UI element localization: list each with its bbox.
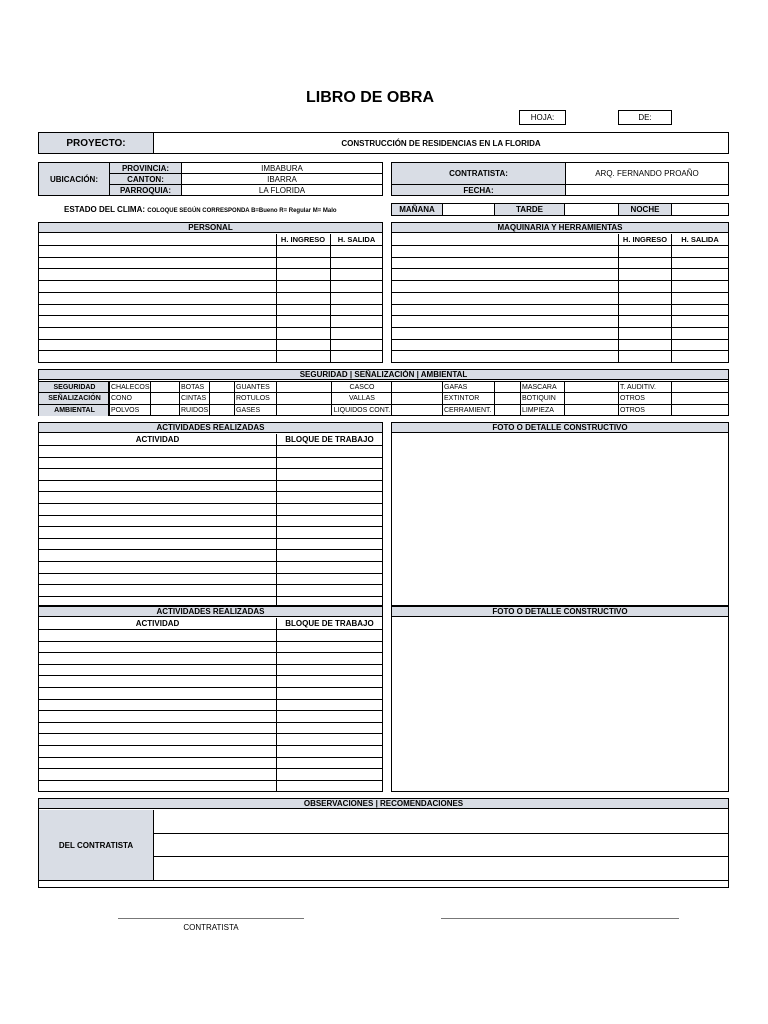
seguridad-item-check[interactable] — [150, 382, 179, 392]
actividad-2-row[interactable] — [39, 665, 382, 676]
actividades-1-col-actividad: ACTIVIDAD — [135, 434, 180, 444]
seguridad-col-divider — [234, 381, 235, 415]
observacion-line-1[interactable] — [154, 810, 728, 833]
seguridad-item-check[interactable] — [564, 405, 618, 416]
actividad-1-row[interactable] — [39, 550, 382, 561]
maquinaria-row[interactable] — [392, 246, 728, 257]
seguridad-item-check[interactable] — [494, 393, 520, 404]
contratista-signature-line[interactable] — [118, 918, 304, 919]
observaciones-title: OBSERVACIONES | RECOMENDACIONES — [39, 799, 728, 809]
actividad-1-row[interactable] — [39, 504, 382, 515]
seguridad-item-label: GUANTES — [236, 383, 270, 391]
maquinaria-h-ingreso: H. INGRESO — [622, 235, 668, 244]
seguridad-item-check[interactable] — [391, 382, 442, 392]
contratista-value[interactable]: ARQ. FERNANDO PROAÑO — [565, 162, 729, 185]
fecha-value[interactable] — [565, 184, 729, 196]
actividad-1-row[interactable] — [39, 469, 382, 480]
actividad-2-row[interactable] — [39, 734, 382, 745]
personal-h-ingreso: H. INGRESO — [280, 235, 326, 244]
seguridad-item-check[interactable] — [209, 405, 234, 416]
seguridad-item-label: VALLAS — [349, 395, 375, 402]
actividad-1-row[interactable] — [39, 492, 382, 503]
personal-row[interactable] — [39, 328, 382, 339]
second-signature-line[interactable] — [441, 918, 679, 919]
seguridad-item-label: ROTULOS — [236, 395, 270, 402]
seguridad-item-label: GASES — [236, 407, 261, 414]
seguridad-col-divider — [618, 381, 619, 415]
actividades-2-col-actividad: ACTIVIDAD — [135, 618, 180, 628]
seguridad-item-check[interactable] — [671, 393, 729, 404]
personal-row[interactable] — [39, 269, 382, 280]
foto-1-title: FOTO O DETALLE CONSTRUCTIVO — [392, 423, 728, 433]
seguridad-item-check[interactable] — [391, 405, 442, 416]
actividad-2-row[interactable] — [39, 642, 382, 653]
seguridad-item-label: BOTIQUIN — [522, 395, 556, 402]
seguridad-item-check[interactable] — [150, 393, 179, 404]
personal-h-salida: H. SALIDA — [337, 235, 376, 244]
personal-row[interactable] — [39, 305, 382, 316]
seguridad-item-label: POLVOS — [111, 407, 140, 414]
seguridad-item-label: GAFAS — [444, 383, 468, 391]
seguridad-item-label: OTROS — [620, 407, 645, 414]
canton-value[interactable]: IBARRA — [181, 173, 383, 185]
seguridad-item-check[interactable] — [671, 405, 729, 416]
proyecto-value[interactable]: CONSTRUCCIÓN DE RESIDENCIAS EN LA FLORIDA — [153, 132, 729, 154]
provincia-label: PROVINCIA: — [109, 162, 182, 174]
seguridad-item-check[interactable] — [564, 382, 618, 392]
personal-row[interactable] — [39, 281, 382, 292]
seguridad-col-divider — [109, 381, 110, 415]
seguridad-col-divider — [564, 381, 565, 415]
manana-field[interactable] — [442, 203, 495, 216]
actividad-2-row[interactable] — [39, 769, 382, 780]
actividades-1-title: ACTIVIDADES REALIZADAS — [39, 423, 382, 433]
de-label: DE: — [638, 113, 652, 122]
de-field[interactable] — [618, 110, 672, 125]
personal-row[interactable] — [39, 340, 382, 351]
seguridad-row-label: AMBIENTAL — [39, 405, 109, 416]
personal-row[interactable] — [39, 258, 382, 269]
foto-1-box[interactable] — [391, 422, 729, 606]
seguridad-item-label: LIMPIEZA — [522, 407, 554, 414]
clima-instruction: COLOQUE SEGÚN CORRESPONDA B=Bueno R= Regular M= Malo — [147, 208, 337, 214]
actividades-2-col-bloque: BLOQUE DE TRABAJO — [285, 618, 374, 628]
canton-label: CANTON: — [109, 173, 182, 185]
actividad-2-row[interactable] — [39, 688, 382, 699]
seguridad-item-label: T. AUDITIV. — [620, 383, 656, 391]
tarde-label: TARDE — [494, 203, 565, 216]
actividad-2-row[interactable] — [39, 630, 382, 641]
seguridad-col-divider — [520, 381, 521, 415]
hoja-field[interactable] — [519, 110, 566, 125]
actividad-2-row[interactable] — [39, 723, 382, 734]
personal-row[interactable] — [39, 351, 382, 362]
noche-label: NOCHE — [618, 203, 672, 216]
parroquia-label: PARROQUIA: — [109, 184, 182, 196]
actividad-2-row[interactable] — [39, 653, 382, 664]
maquinaria-row[interactable] — [392, 258, 728, 269]
maquinaria-title: MAQUINARIA Y HERRAMIENTAS — [392, 223, 728, 233]
personal-title: PERSONAL — [39, 223, 382, 233]
personal-row[interactable] — [39, 246, 382, 257]
seguridad-item-label: RUIDOS — [181, 407, 209, 414]
actividad-1-row[interactable] — [39, 516, 382, 527]
seguridad-col-divider — [209, 381, 210, 415]
seguridad-item-check[interactable] — [391, 393, 442, 404]
contratista-signature-label: CONTRATISTA — [183, 922, 239, 932]
maquinaria-row[interactable] — [392, 281, 728, 292]
observacion-divider-3 — [39, 880, 728, 881]
maquinaria-row[interactable] — [392, 351, 728, 362]
seguridad-item-label: LIQUIDOS CONT. — [333, 407, 391, 414]
seguridad-item-check[interactable] — [564, 393, 618, 404]
seguridad-item-label: CINTAS — [181, 395, 207, 402]
ubicacion-label: UBICACIÓN: — [38, 162, 110, 196]
maquinaria-row[interactable] — [392, 340, 728, 351]
actividad-1-row[interactable] — [39, 562, 382, 573]
contratista-label: CONTRATISTA: — [391, 162, 566, 185]
seguridad-col-divider — [494, 381, 495, 415]
seguridad-item-label: CASCO — [349, 383, 375, 391]
seguridad-col-divider — [671, 381, 672, 415]
personal-row[interactable] — [39, 293, 382, 304]
actividad-1-row[interactable] — [39, 574, 382, 585]
actividad-1-row[interactable] — [39, 446, 382, 457]
personal-row[interactable] — [39, 316, 382, 327]
seguridad-col-divider — [331, 381, 332, 415]
hoja-label: HOJA: — [530, 113, 555, 122]
seguridad-item-check[interactable] — [494, 382, 520, 392]
seguridad-col-divider — [150, 381, 151, 415]
actividad-2-row[interactable] — [39, 758, 382, 769]
seguridad-title: SEGURIDAD | SEÑALIZACIÓN | AMBIENTAL — [39, 370, 728, 380]
foto-2-title: FOTO O DETALLE CONSTRUCTIVO — [392, 607, 728, 617]
noche-field[interactable] — [671, 203, 729, 216]
seguridad-item-check[interactable] — [150, 405, 179, 416]
clima-row — [64, 205, 394, 215]
seguridad-item-check[interactable] — [494, 405, 520, 416]
fecha-label: FECHA: — [391, 184, 566, 196]
seguridad-item-label: EXTINTOR — [444, 395, 480, 402]
seguridad-item-check[interactable] — [276, 393, 331, 404]
page-title: LIBRO DE OBRA — [306, 89, 434, 106]
seguridad-item-check[interactable] — [209, 393, 234, 404]
seguridad-item-label: CHALECOS — [111, 383, 150, 391]
actividad-2-row[interactable] — [39, 746, 382, 757]
seguridad-item-check[interactable] — [276, 405, 331, 416]
maquinaria-row[interactable] — [392, 305, 728, 316]
seguridad-row-label: SEÑALIZACIÓN — [39, 393, 109, 404]
seguridad-col-divider — [276, 381, 277, 415]
foto-2-box[interactable] — [391, 606, 729, 792]
seguridad-item-check[interactable] — [209, 382, 234, 392]
seguridad-col-divider — [442, 381, 443, 415]
maquinaria-row[interactable] — [392, 316, 728, 327]
actividad-2-row[interactable] — [39, 700, 382, 711]
seguridad-item-check[interactable] — [671, 382, 729, 392]
maquinaria-row[interactable] — [392, 269, 728, 280]
actividad-1-row[interactable] — [39, 527, 382, 538]
seguridad-item-label: OTROS — [620, 395, 645, 402]
observacion-line-3[interactable] — [154, 857, 728, 880]
actividad-1-row[interactable] — [39, 539, 382, 550]
provincia-value[interactable]: IMBABURA — [181, 162, 383, 174]
actividad-1-row[interactable] — [39, 481, 382, 492]
tarde-field[interactable] — [564, 203, 619, 216]
actividad-1-row[interactable] — [39, 585, 382, 596]
actividad-2-row[interactable] — [39, 781, 382, 792]
parroquia-value[interactable]: LA FLORIDA — [181, 184, 383, 196]
seguridad-item-check[interactable] — [276, 382, 331, 392]
observacion-line-2[interactable] — [154, 834, 728, 856]
actividad-1-row[interactable] — [39, 458, 382, 469]
seguridad-col-divider — [391, 381, 392, 415]
seguridad-col-divider — [179, 381, 180, 415]
seguridad-row-label: SEGURIDAD — [39, 382, 109, 392]
manana-label: MAÑANA — [391, 203, 443, 216]
seguridad-item-label: BOTAS — [181, 383, 205, 391]
maquinaria-row[interactable] — [392, 293, 728, 304]
actividad-2-row[interactable] — [39, 676, 382, 687]
clima-label: ESTADO DEL CLIMA: — [64, 205, 146, 214]
actividades-1-col-bloque: BLOQUE DE TRABAJO — [285, 434, 374, 444]
maquinaria-row[interactable] — [392, 328, 728, 339]
proyecto-label: PROYECTO: — [38, 132, 154, 154]
seguridad-item-label: CONO — [111, 395, 132, 402]
actividad-2-row[interactable] — [39, 711, 382, 722]
seguridad-item-label: CERRAMIENT. — [444, 407, 492, 414]
del-contratista-label: DEL CONTRATISTA — [39, 810, 154, 880]
seguridad-item-label: MASCARA — [522, 383, 557, 391]
maquinaria-h-salida: H. SALIDA — [681, 235, 719, 244]
actividades-2-title: ACTIVIDADES REALIZADAS — [39, 607, 382, 617]
